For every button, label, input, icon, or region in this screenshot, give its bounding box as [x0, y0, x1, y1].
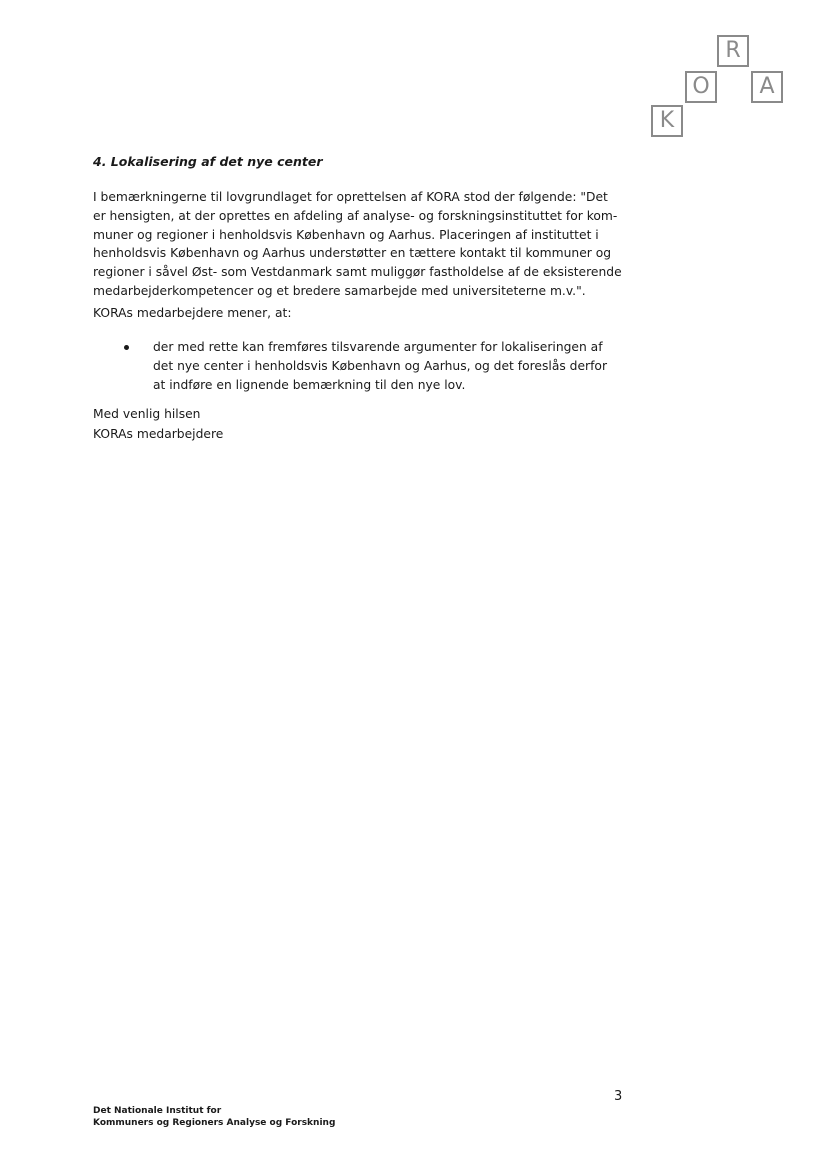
bullet-line: der med rette kan fremføres tilsvarende argumenter for lokaliseringen af	[153, 340, 603, 354]
paragraph-line: muner og regioner i henholdsvis København og Aarhus. Placeringen af instituttet i	[93, 227, 599, 242]
logo-letter-k: K	[651, 105, 683, 137]
closing-block	[93, 404, 223, 444]
paragraph-line: henholdsvis København og Aarhus understøtter en tættere kontakt til kommuner og	[93, 246, 612, 261]
kora-logo	[649, 35, 785, 137]
page-number: 3	[614, 1089, 623, 1104]
logo-letter-o: O	[685, 71, 717, 103]
closing-signature: KORAs medarbejdere	[93, 427, 224, 441]
opinion-intro: KORAs medarbejdere mener, at:	[93, 306, 292, 320]
bullet-icon	[124, 345, 129, 350]
paragraph-line: er hensigten, at der oprettes en afdeling af analyse- og forskningsinstituttet for kom-	[93, 208, 618, 223]
closing-greeting: Med venlig hilsen	[93, 407, 201, 421]
footer-line: Det Nationale Institut for	[93, 1106, 222, 1116]
paragraph-line: regioner i såvel Øst- som Vestdanmark samt muliggør fastholdelse af de eksisterende	[93, 265, 622, 280]
bullet-text	[153, 338, 633, 394]
logo-letter-a: A	[751, 71, 783, 103]
section-heading: 4. Lokalisering af det nye center	[93, 154, 323, 169]
logo-letter-r: R	[717, 35, 749, 67]
footer-line: Kommuners og Regioners Analyse og Forskning	[93, 1117, 336, 1128]
intro-paragraph	[93, 188, 633, 301]
bullet-line: at indføre en lignende bemærkning til den nye lov.	[153, 377, 466, 392]
footer	[93, 1106, 335, 1129]
paragraph-line: medarbejderkompetencer og et bredere samarbejde med universiteterne m.v.".	[93, 283, 586, 298]
paragraph-line: I bemærkningerne til lovgrundlaget for oprettelsen af KORA stod der følgende: "Det	[93, 190, 608, 204]
bullet-line: det nye center i henholdsvis København og Aarhus, og det foreslås derfor	[153, 358, 607, 373]
